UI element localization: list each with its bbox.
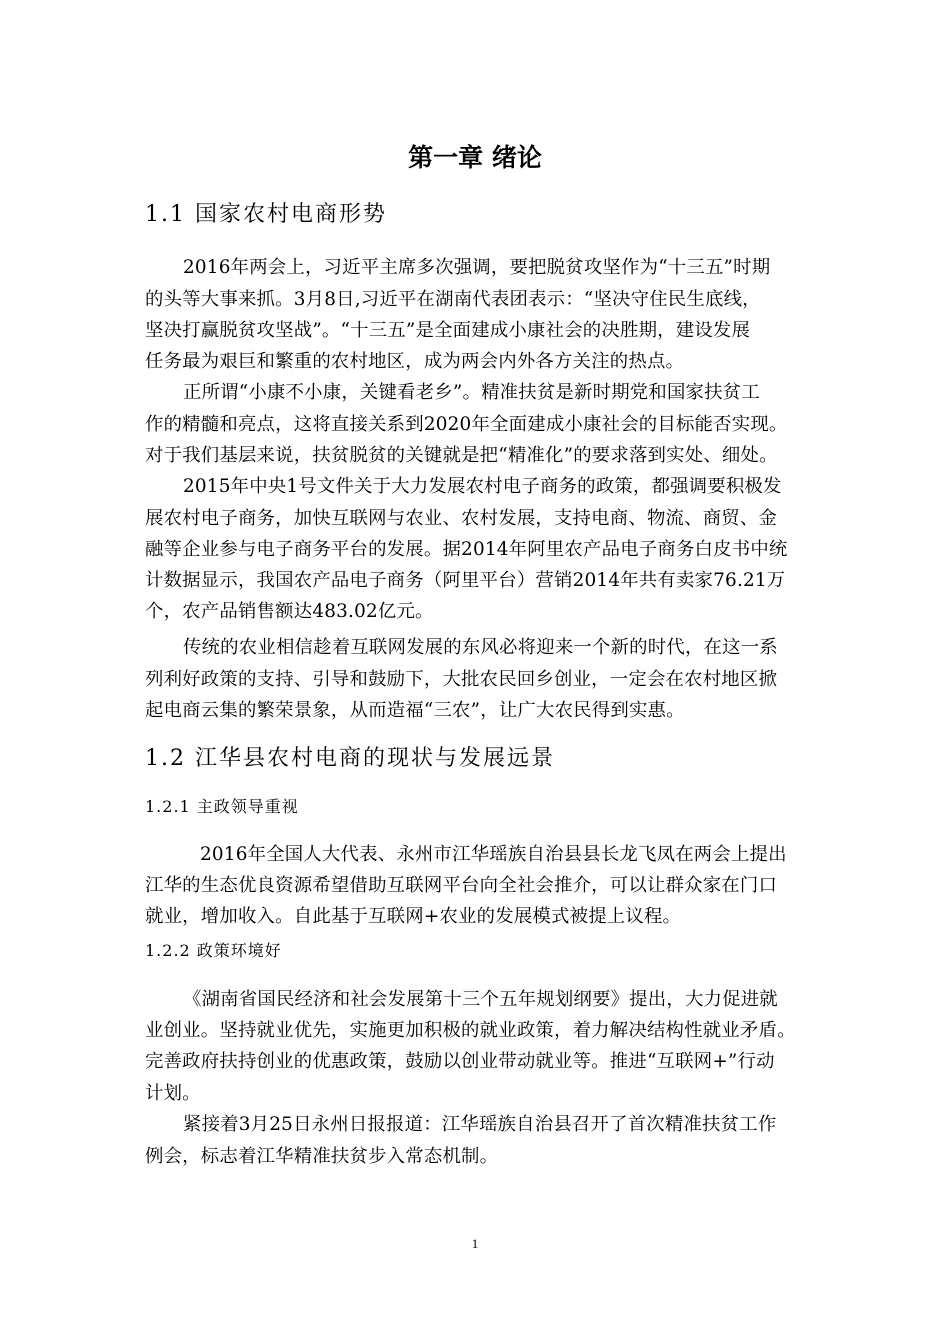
paragraph-line: 《湖南省国民经济和社会发展第十三个五年规划纲要》提出，大力促进就: [183, 989, 778, 1010]
paragraph-line: 紧接着3月25日永州日报报道：江华瑶族自治县召开了首次精准扶贫工作: [183, 1114, 777, 1135]
paragraph-line: 起电商云集的繁荣景象，从而造福“三农”，让广大农民得到实惠。: [145, 700, 685, 721]
paragraph-line: 作的精髓和亮点，这将直接关系到2020年全面建成小康社会的目标能否实现。: [145, 414, 788, 435]
paragraph-line: 完善政府扶持创业的优惠政策，鼓励以创业带动就业等。推进“互联网+”行动: [145, 1051, 775, 1072]
paragraph-line: 传统的农业相信趁着互联网发展的东风必将迎来一个新的时代，在这一系: [183, 637, 778, 658]
paragraph-line: 业创业。坚持就业优先，实施更加积极的就业政策，着力解决结构性就业矛盾。: [145, 1020, 796, 1041]
paragraph-line: 就业，增加收入。自此基于互联网+农业的发展模式被提上议程。: [145, 906, 682, 927]
paragraph-line: 坚决打赢脱贫攻坚战”。“十三五”是全面建成小康社会的决胜期，建设发展: [145, 320, 751, 341]
paragraph-line: 计划。: [145, 1083, 201, 1104]
paragraph-line: 列利好政策的支持、引导和鼓励下，大批农民回乡创业，一定会在农村地区掀: [145, 669, 778, 690]
paragraph-line: 展农村电子商务，加快互联网与农业、农村发展，支持电商、物流、商贸、金: [145, 508, 778, 529]
section-heading-1-2: 1.2 江华县农村电商的现状与发展远景: [145, 746, 555, 771]
paragraph-line: 个，农产品销售额达483.02亿元。: [145, 601, 434, 622]
section-heading-1-1: 1.1 国家农村电商形势: [145, 202, 387, 227]
paragraph-line: 融等企业参与电子商务平台的发展。据2014年阿里农产品电子商务白皮书中统: [145, 539, 788, 560]
paragraph-line: 对于我们基层来说，扶贫脱贫的关键就是把“精准化”的要求落到实处、细处。: [145, 445, 778, 466]
paragraph-line: 正所谓“小康不小康，关键看老乡”。精准扶贫是新时期党和国家扶贫工: [183, 382, 760, 403]
paragraph-line: 2016年全国人大代表、永州市江华瑶族自治县县长龙飞凤在两会上提出: [200, 844, 787, 865]
paragraph-line: 2015年中央1号文件关于大力发展农村电子商务的政策，都强调要积极发: [183, 476, 782, 497]
paragraph-line: 任务最为艰巨和繁重的农村地区，成为两会内外各方关注的热点。: [145, 351, 685, 372]
paragraph-line: 的头等大事来抓。3月8日,习近平在湖南代表团表示：“坚决守住民生底线，: [145, 289, 761, 310]
page-number: 1: [471, 1236, 479, 1251]
subsection-heading-1-2-2: 1.2.2 政策环境好: [145, 941, 282, 960]
chapter-title: 第一章 绪论: [408, 143, 542, 172]
paragraph-line: 例会，标志着江华精准扶贫步入常态机制。: [145, 1146, 499, 1167]
paragraph-line: 计数据显示，我国农产品电子商务（阿里平台）营销2014年共有卖家76.21万: [145, 570, 786, 591]
paragraph-line: 江华的生态优良资源希望借助互联网平台向全社会推介，可以让群众家在门口: [145, 875, 778, 896]
subsection-heading-1-2-1: 1.2.1 主政领导重视: [145, 797, 299, 816]
paragraph-line: 2016年两会上，习近平主席多次强调，要把脱贫攻坚作为“十三五”时期: [183, 257, 771, 278]
